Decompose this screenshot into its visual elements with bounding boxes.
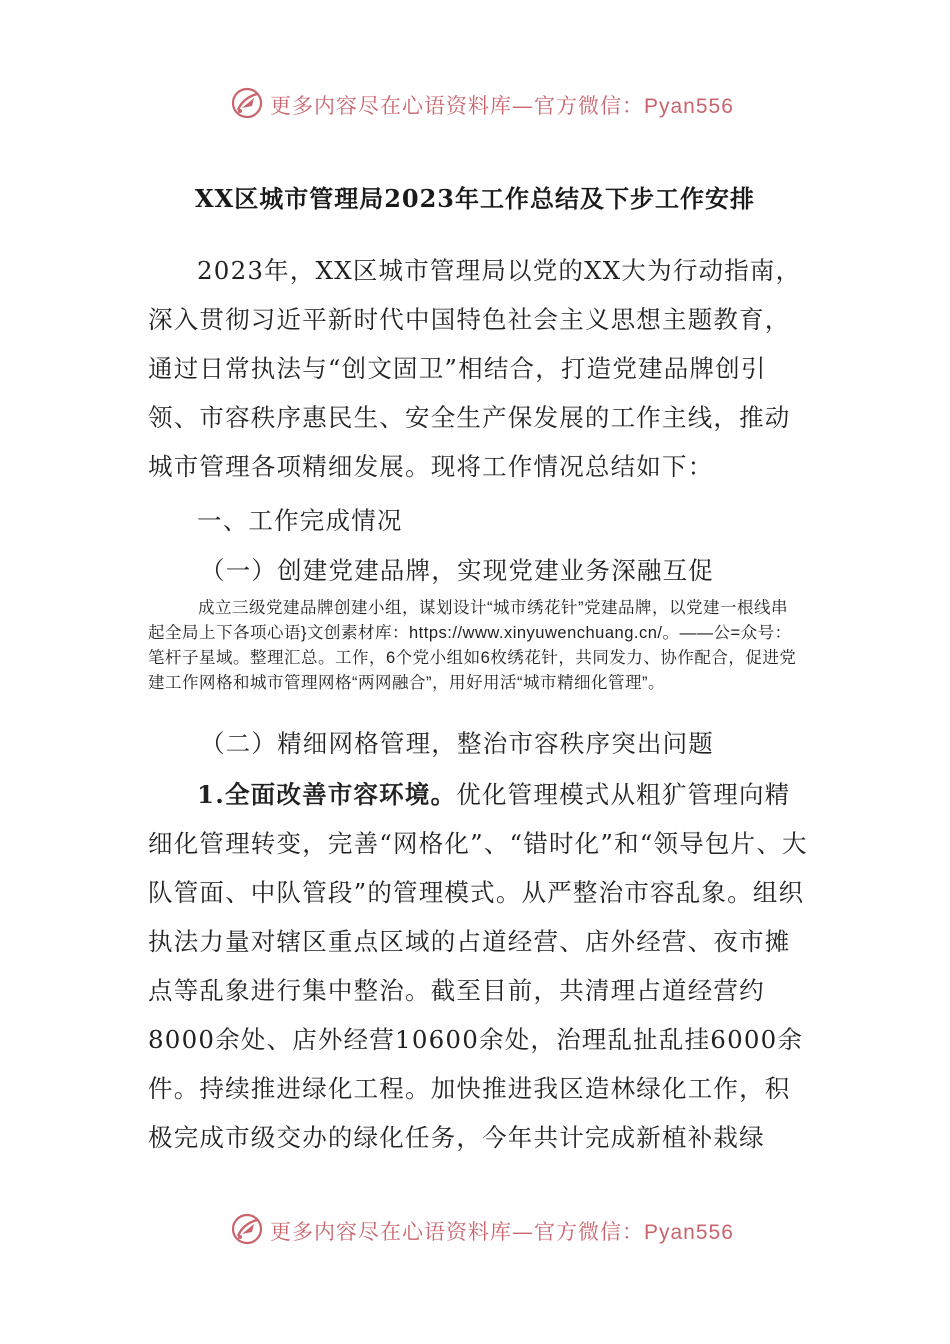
intro-paragraph: 2023年，XX区城市管理局以党的XX大为行动指南，深入贯彻习近平新时代中国特色社会主义思想主题教育，通过日常执法与“创文固卫”相结合，打造党建品牌创引领、市容秩序惠民生、安全生产保发展的工作主线，推动城市管理各项精细发展。现将工作情况总结如下： — [148, 256, 802, 481]
document-title: XX区城市管理局2023年工作总结及下步工作安排 — [194, 184, 756, 213]
item-1-lead: 1.全面改善市容环境。 — [197, 780, 457, 809]
item-1-body: 优化管理模式从粗犷管理向精细化管理转变，完善“网格化”、“错时化”和“领导包片、大队管面、中队管段”的管理模式。从严整治市容乱象。组织执法力量对辖区重点区域的占道经营、店外经营、夜市摊点等乱象进行集中整治。截至目前，共清理占道经营约8000余处、店外经营10600余处，治理乱扯乱挂6000余件。持续推进绿化工程。加快推进我区造林绿化工作，积极完成市级交办的绿化任务，今年共计完成新植补栽绿 — [148, 780, 808, 1152]
item-1-paragraph — [148, 770, 808, 1162]
pen-logo-icon — [230, 1212, 264, 1246]
section-heading: 一、工作完成情况 — [197, 506, 403, 535]
banner-wechat-id: Pyan556 — [644, 1221, 734, 1244]
banner-text — [270, 1216, 734, 1246]
header-banner — [0, 84, 950, 124]
footer-banner — [0, 1210, 950, 1250]
banner-slogan: 更多内容尽在心语资料库—官方微信： — [270, 94, 644, 118]
subsection-heading-2: （二）精细网格管理，整治市容秩序突出问题 — [200, 729, 714, 758]
subsection-heading-1: （一）创建党建品牌，实现党建业务深融互促 — [200, 556, 714, 585]
banner-text — [270, 90, 734, 120]
subsection-1-body: 成立三级党建品牌创建小组，谋划设计“城市绣花针”党建品牌，以党建一根线串起全局上下各项心语}文创素材库：https://www.xinyuwenchuang.cn/。——公=众号：笔杆子星域。整理汇总。工作，6个党小组如6枚绣花针，共同发力、协作配合，促进党建工作网格和城市管理网格“两网融合”，用好用活“城市精细化管理”。 — [148, 599, 797, 692]
pen-logo-icon — [230, 86, 264, 120]
banner-wechat-id: Pyan556 — [644, 95, 734, 118]
banner-slogan: 更多内容尽在心语资料库—官方微信： — [270, 1220, 644, 1244]
